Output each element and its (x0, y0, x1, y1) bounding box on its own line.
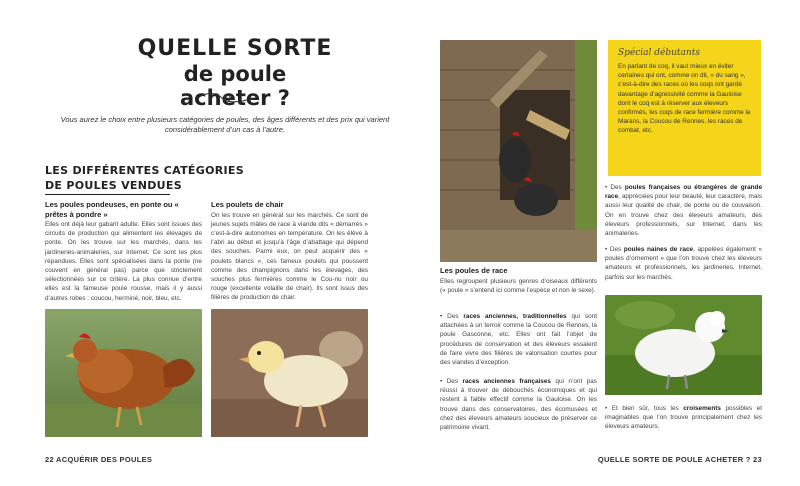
photo-red-hen (45, 309, 202, 437)
column-text-pondeuses: Elles ont déjà leur gabarit adulte. Elles sont issues des circuits de production qui alimentent les élevages de ponte. On les trouve sur les marchés, dans les jardineries-animaleries, sur Internet. Ce sont les plus répandues. Elles sont spécialisées dans la ponte (ne couvent en général pas) parce que strictement sélectionnées sur ce critère. La plus connue d’entre elles est la fameuse poule rousse, mais il y aussi d’autres robes : coucou, herminé, noir, bleu, etc. (45, 221, 202, 302)
bullet-bold-term: poules françaises ou étrangères de grande race (605, 184, 763, 201)
section-heading (45, 163, 245, 193)
bullet-marker: • (605, 246, 610, 253)
column-heading-poulets-chair: Les poulets de chair (211, 200, 284, 209)
bullet-marker: • (605, 184, 611, 191)
bullet-marker: • (440, 313, 448, 320)
page-title-line1: QUELLE SORTE (137, 36, 333, 61)
special-beginners-box (608, 40, 761, 176)
bullet-croisements: • Et bien sûr, tous les croisements possibles et imaginables que l’on trouve principalement chez les éleveurs amateurs. (605, 405, 762, 431)
column-heading-pondeuses: Les poules pondeuses, en ponte ou « prêtes à pondre » (45, 200, 179, 219)
intro-text: Vous aurez le choix entre plusieurs catégories de poules, des âges différents et des prix qui varient considérablement d’un cas à l’autre. (60, 115, 390, 134)
bullet-bold-term: poules naines de race (623, 246, 694, 253)
column-poulets-chair (211, 200, 368, 303)
race-section (440, 266, 597, 295)
race-text: Elles regroupent plusieurs genres d’oiseaux différents (« poule » s’entend ici comme l’espèce et non le sexe). (440, 277, 597, 294)
bullet-marker: • (440, 378, 447, 385)
bullet-races-traditionnelles: • Des races anciennes, traditionnelles qui sont attachées à un terroir comme la Coucou de Rennes, la poule Gasconne, etc. Elles ont fait l’objet de procédures de conservation et des éleveurs essaient de faire vivre des filières de valorisation courtes pour des viandes d’exception. (440, 313, 598, 367)
folio-right: QUELLE SORTE DE POULE ACHETER ? 23 (597, 455, 762, 464)
bullet-races-francaises: • Des races anciennes françaises qui n’ont pas réussi à trouver de débouchés économiques et qui restent à faible effectif comme la Gauloise. On les trouve dans des conservatoires, des écomusées et chez des éleveurs amateurs soucieux de préserver ce patrimoine vivant. (440, 378, 597, 432)
photo-white-silkie (605, 295, 762, 395)
folio-left: 22 ACQUÉRIR DES POULES (45, 455, 153, 464)
race-heading: Les poules de race (440, 266, 508, 275)
bullet-poules-naines: • Des poules naines de race, appelées également « poules d’ornement » que l’on trouve chez les éleveurs amateurs et professionnels, les jardineries, Internet, parfois sur les marchés. (605, 246, 762, 281)
section-heading-line1: LES DIFFÉRENTES CATÉGORIES (45, 164, 244, 177)
bullet-bold-term: croisements (683, 405, 721, 412)
column-pondeuses (45, 200, 202, 303)
photo-chick (211, 309, 368, 437)
special-beginners-text: En parlant de coq, il vaut mieux en éviter certaines qui ont, comme on dit, « du sang », c’est-à-dire des races où les coqs ont gardé davantage d’agressivité comme la Gauloise dont le coq est à réserver aux éleveurs confirmés, les coqs de race fermière comme la Marans, la Coucou de Rennes, les races de combat, etc. (618, 63, 751, 135)
column-text-poulets-chair: On les trouve en général sur les marchés. Ce sont de jeunes sujets mâles de race à viande dits « démarrés » c’est-à-dire autonomes en température. On les élève à l’abri au début et jusqu’à l’âge d’abattage qui dépend des souches. Parmi eux, on peut acquérir des « poulets blancs », ces fameux poulets qui poussent comme des champignons dans les élevages, des souches plus fermières comme le Cou-nu noir ou rouge (excellente volaille de chair). Ils sont issus des filières de production de chair. (211, 211, 368, 302)
section-heading-line2: DE POULES VENDUES (45, 179, 182, 192)
bullet-marker: • (605, 405, 612, 412)
section-underline (45, 194, 170, 195)
bullet-grande-race: • Des poules françaises ou étrangères de grande race, appréciées pour leur beauté, leur caractère, mais aussi leur qualité de chair, de ponte ou de couvaison. On en trouve chez des éleveurs amateurs, des éleveurs professionnels, sur Internet, dans les animaleries. (605, 184, 763, 238)
bullet-bold-term: races anciennes, traditionnelles (463, 313, 567, 320)
photo-henhouse (440, 40, 597, 262)
special-beginners-title: Spécial débutants (618, 48, 700, 58)
flourish-ornament-icon (196, 90, 256, 106)
bullet-bold-term: races anciennes françaises (462, 378, 551, 385)
page-title-line2: de poule acheter ? (180, 62, 290, 110)
